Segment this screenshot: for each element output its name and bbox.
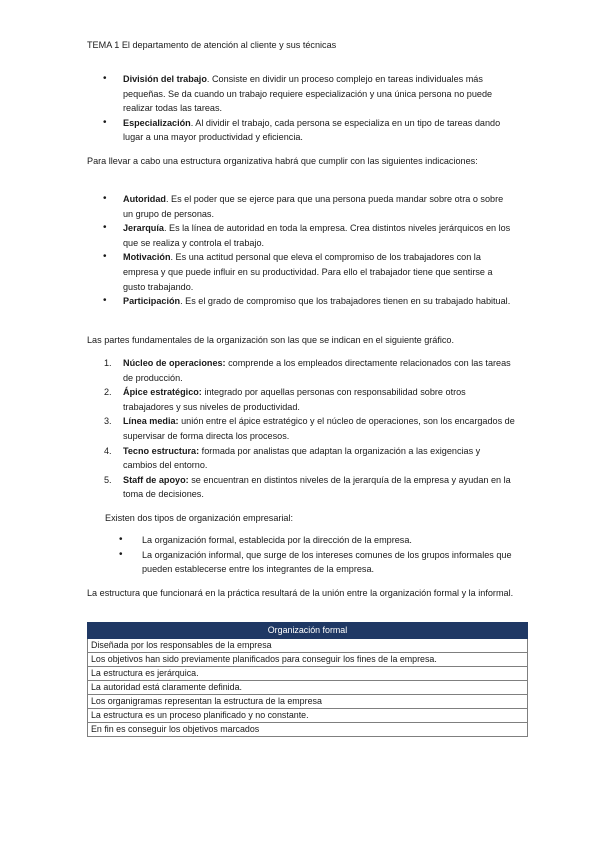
list-item: [87, 444, 515, 473]
definition: . Es la línea de autoridad en toda la empresa. Crea distintos niveles jerárquicos en los que se realiza y controla el trabajo.: [123, 223, 511, 248]
item-number: 4.: [104, 445, 112, 456]
list-item: [87, 414, 515, 443]
numbered-list-partes: [87, 356, 515, 502]
term: Línea media:: [123, 416, 179, 427]
list-item: [87, 356, 515, 385]
term: División del trabajo: [123, 74, 207, 84]
paragraph-partes: Las partes fundamentales de la organización son las que se indican en el siguiente gráfico.: [87, 335, 455, 345]
item-number: 2.: [104, 387, 112, 398]
table-cell: La estructura es un proceso planificado y no constante.: [88, 708, 528, 722]
table-row: [88, 638, 528, 652]
term: Jerarquía: [123, 223, 164, 234]
definition: unión entre el ápice estratégico y el núcleo de operaciones, son los encargados de supervisar de forma directa los procesos.: [123, 416, 515, 441]
formal-organization-table: [87, 622, 528, 737]
definition: . Es el poder que se ejerce para que una persona pueda mandar sobre otra o sobre un grupo de personas.: [123, 194, 504, 219]
term: Staff de apoyo:: [123, 474, 189, 485]
table-cell: Los objetivos han sido previamente planificados para conseguir los fines de la empresa.: [88, 652, 528, 666]
item-number: 3.: [104, 416, 112, 427]
table-cell: La autoridad está claramente definida.: [88, 680, 528, 694]
paragraph-indicaciones: Para llevar a cabo una estructura organizativa habrá que cumplir con las siguientes indicaciones:: [87, 156, 478, 166]
table-cell: Los organigramas representan la estructura de la empresa: [88, 694, 528, 708]
term: Especialización: [123, 117, 191, 128]
table-row: [88, 652, 528, 666]
list-item: [87, 385, 515, 414]
term: Núcleo de operaciones:: [123, 358, 226, 368]
table-row: [88, 666, 528, 680]
list-item: [87, 72, 515, 116]
definition: integrado por aquellas personas con responsabilidad sobre otros trabajadores y sus niveles de productividad.: [123, 387, 466, 412]
table-row: [88, 694, 528, 708]
definition: . Al dividir el trabajo, cada persona se especializa en un tipo de tareas dando lugar a una mayor productividad y eficiencia.: [123, 117, 501, 143]
page-header: TEMA 1 El departamento de atención al cliente y sus técnicas: [87, 40, 337, 50]
definition: . Consiste en dividir un proceso complejo en tareas individuales más pequeñas. Se da cuando un trabajo requiere especialización y una única persona no puede realizar todas las tareas.: [123, 74, 493, 114]
table-cell: La estructura es jerárquica.: [88, 666, 528, 680]
definition: . Es una actitud personal que eleva el compromiso de los trabajadores con la empresa y que puede influir en su productividad. Para ello el trabajador tiene que sentirse a gusto trabajando.: [123, 252, 493, 292]
list-item: [87, 473, 515, 502]
paragraph-tipos: Existen dos tipos de organización empresarial:: [105, 513, 294, 523]
table-row: [88, 722, 528, 736]
list-item: • La organización informal, que surge de los intereses comunes de los grupos informales que pueden establecerse entre los integrantes de la empresa.: [87, 548, 515, 577]
definition: formada por analistas que adaptan la organización a las exigencias y cambios del entorno.: [123, 445, 481, 471]
list-item: [87, 116, 515, 145]
bullet-list-indicaciones: [87, 192, 515, 309]
list-item: [87, 221, 515, 250]
list-item: [87, 250, 515, 294]
table-row: [88, 708, 528, 722]
list-item: [87, 192, 515, 221]
table-row: [88, 680, 528, 694]
bullet-list-division: [87, 72, 515, 145]
term: Participación: [123, 296, 181, 307]
definition: comprende a los empleados directamente relacionados con las tareas de producción.: [123, 358, 511, 383]
bullet-list-tipos: [87, 533, 515, 577]
table-cell: Diseñada por los responsables de la empresa: [88, 638, 528, 652]
list-item: [87, 294, 515, 309]
table-cell: En fin es conseguir los objetivos marcados: [88, 722, 528, 736]
term: Autoridad: [123, 194, 166, 204]
table-header: Organización formal: [88, 623, 528, 639]
term: Motivación: [123, 252, 171, 263]
definition: se encuentran en distintos niveles de la jerarquía de la empresa y ayudan en la toma de decisiones.: [123, 474, 511, 500]
term: Tecno estructura:: [123, 445, 200, 456]
paragraph-estructura: La estructura que funcionará en la práctica resultará de la unión entre la organización formal y la informal.: [87, 588, 514, 598]
list-item: • La organización formal, establecida por la dirección de la empresa.: [87, 533, 515, 548]
definition: . Es el grado de compromiso que los trabajadores tienen en su trabajado habitual.: [180, 296, 511, 307]
term: Ápice estratégico:: [123, 387, 202, 398]
item-number: 1.: [104, 358, 112, 368]
item-number: 5.: [104, 474, 112, 485]
